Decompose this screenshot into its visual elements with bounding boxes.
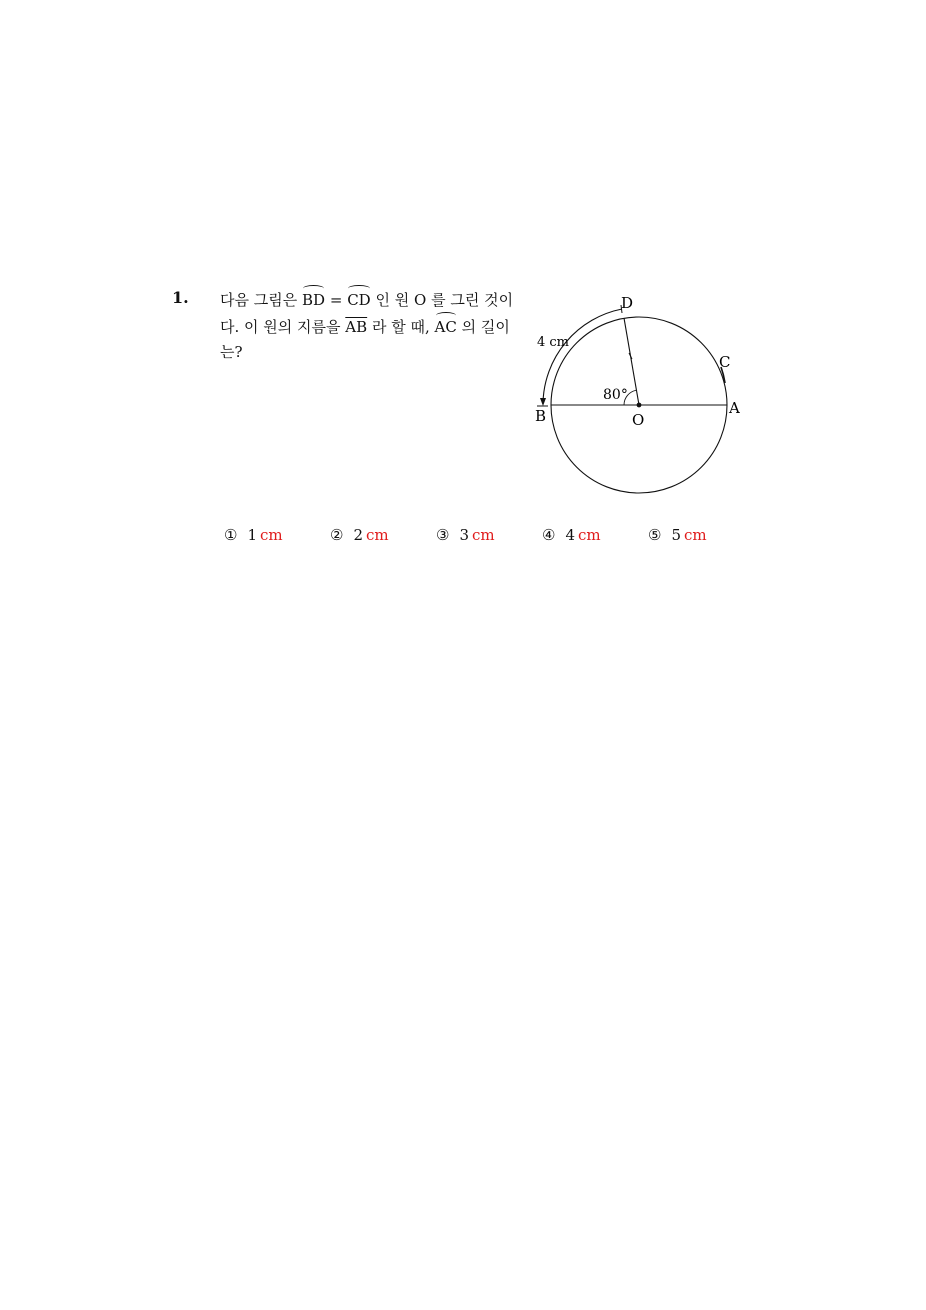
arc-length-label: 4 cm <box>537 335 570 350</box>
choice-2[interactable] <box>330 526 436 544</box>
choice-number: ④ <box>542 526 556 544</box>
question-text-part: 인 원 O 를 그린 것이 <box>375 291 514 309</box>
choice-value: 4 <box>565 526 575 544</box>
choice-number: ⑤ <box>648 526 662 544</box>
arc-cd: CD <box>347 286 371 313</box>
question-text <box>220 286 520 365</box>
arrow-head <box>540 398 546 406</box>
segment-ab: $\overline{AB}$ <box>345 318 368 336</box>
question-text-part: 는? <box>220 343 243 361</box>
question-text-part: 의 길이 <box>461 318 510 336</box>
label-b: B <box>535 407 547 425</box>
choice-value: 2 <box>353 526 363 544</box>
choice-number: ① <box>224 526 238 544</box>
center-point <box>637 403 642 408</box>
circle-figure <box>520 285 760 505</box>
choice-3[interactable] <box>436 526 542 544</box>
arc-ac: AC <box>435 313 457 340</box>
answer-choices <box>224 526 754 544</box>
question-text-part: 다음 그림은 <box>220 291 298 309</box>
choice-unit: cm <box>578 526 601 544</box>
question-text-part: 라 할 때, <box>371 318 430 336</box>
choice-unit: cm <box>472 526 495 544</box>
choice-value: 3 <box>459 526 469 544</box>
arc-bd: BD <box>302 286 325 313</box>
choice-unit: cm <box>684 526 707 544</box>
label-o: O <box>632 411 645 429</box>
choice-value: 5 <box>671 526 681 544</box>
question-number: 1. <box>172 288 189 307</box>
choice-value: 1 <box>247 526 257 544</box>
choice-number: ③ <box>436 526 450 544</box>
angle-label: 80° <box>603 387 628 403</box>
choice-number: ② <box>330 526 344 544</box>
choice-unit: cm <box>260 526 283 544</box>
choice-5[interactable] <box>648 526 754 544</box>
label-c: C <box>719 353 731 371</box>
equals-sign: = <box>329 291 343 309</box>
label-a: A <box>729 399 740 417</box>
question-text-part: 다. 이 원의 지름을 <box>220 318 341 336</box>
choice-1[interactable] <box>224 526 330 544</box>
choice-4[interactable] <box>542 526 648 544</box>
label-d: D <box>621 294 634 312</box>
choice-unit: cm <box>366 526 389 544</box>
